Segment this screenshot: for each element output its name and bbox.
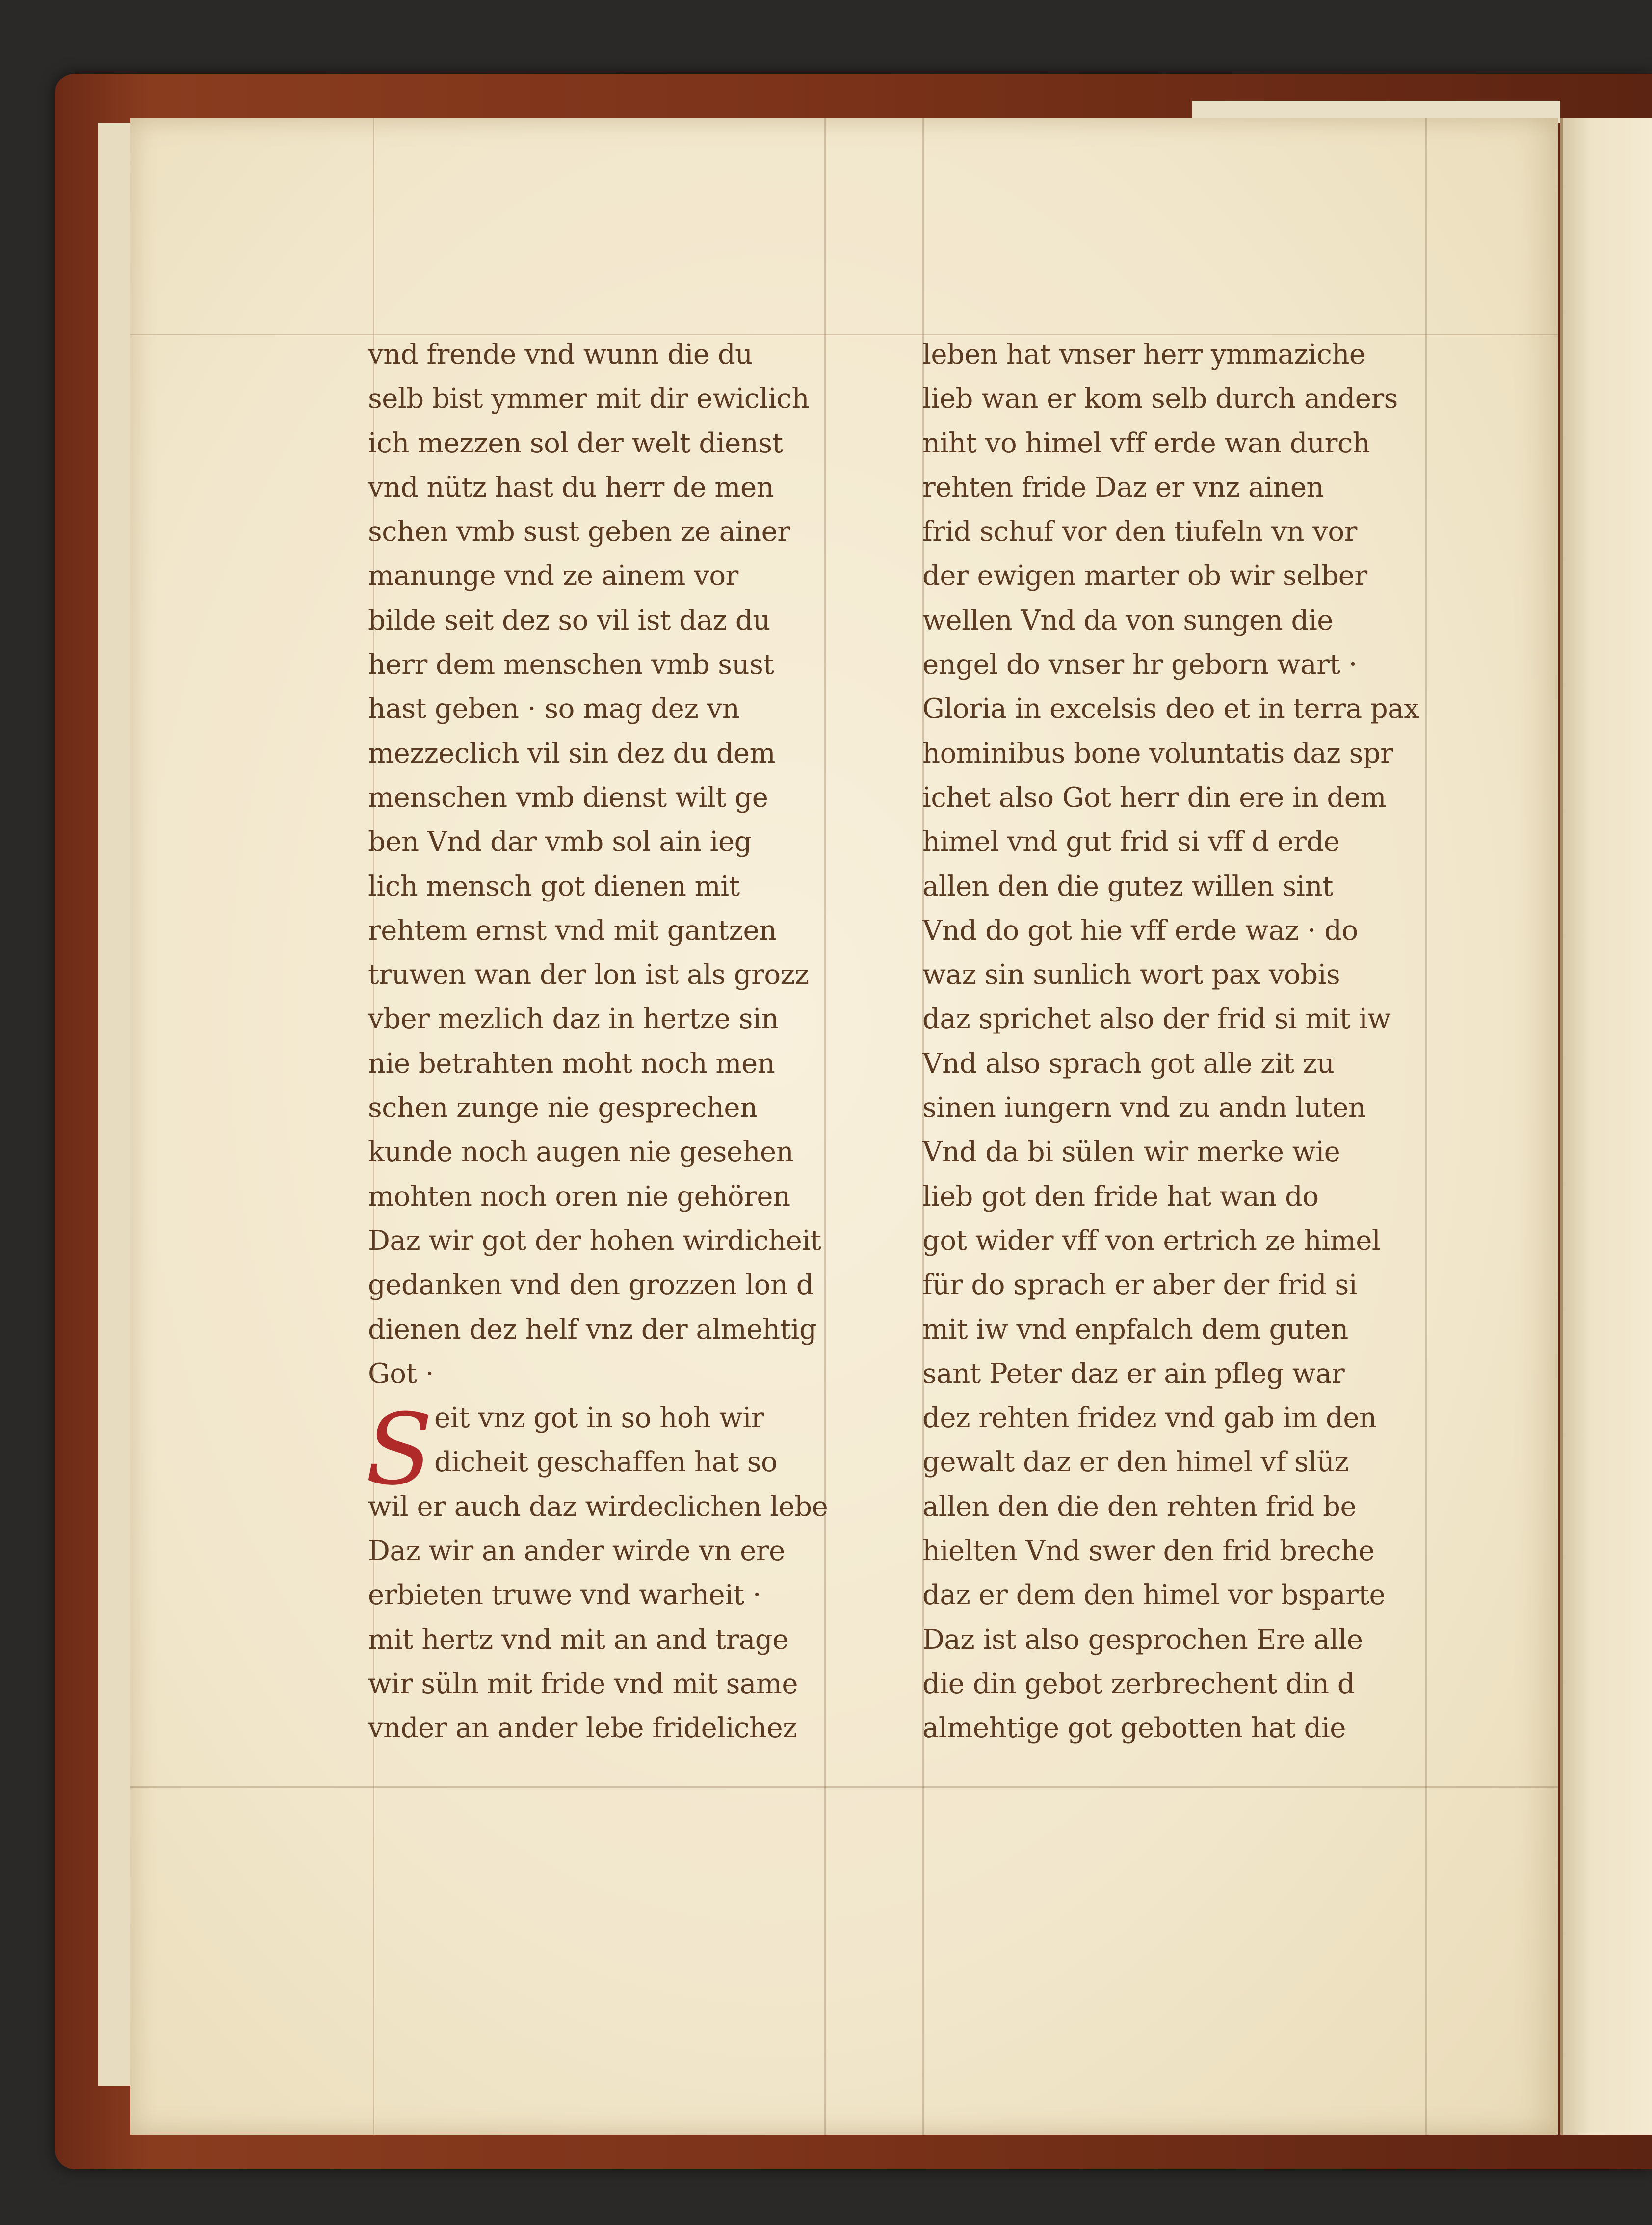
text-line: mohten noch oren nie gehören	[368, 1180, 790, 1213]
text-line: rehtem ernst vnd mit gantzen	[368, 914, 777, 947]
text-line: kunde noch augen nie gesehen	[368, 1136, 794, 1168]
text-line: vber mezlich daz in hertze sin	[368, 1003, 779, 1035]
text-line: almehtige got gebotten hat die	[922, 1712, 1346, 1745]
text-line: rehten fride Daz er vnz ainen	[922, 471, 1324, 503]
text-line: dez rehten fridez vnd gab im den	[922, 1402, 1377, 1434]
text-line: lieb wan er kom selb durch anders	[922, 383, 1398, 415]
text-line: frid schuf vor den tiufeln vn vor	[922, 516, 1357, 548]
text-line: Daz wir got der hohen wirdicheit	[368, 1224, 821, 1257]
text-line: leben hat vnser herr ymmaziche	[922, 339, 1365, 371]
text-line: Vnd also sprach got alle zit zu	[922, 1047, 1335, 1080]
text-line: die din gebot zerbrechent din d	[922, 1668, 1355, 1700]
text-line: vnd frende vnd wunn die du	[368, 339, 753, 371]
text-line: allen den die gutez willen sint	[922, 870, 1334, 902]
text-line: wil er auch daz wirdeclichen lebe	[368, 1490, 828, 1523]
text-line: mit iw vnd enpfalch dem guten	[922, 1313, 1348, 1346]
text-line: vnd nütz hast du herr de men	[368, 471, 774, 503]
text-line: Daz wir an ander wirde vn ere	[368, 1535, 785, 1567]
text-line: gedanken vnd den grozzen lon d	[368, 1269, 814, 1301]
left-text-column	[368, 333, 859, 1751]
text-line: der ewigen marter ob wir selber	[922, 560, 1367, 592]
text-line: schen zunge nie gesprechen	[368, 1092, 758, 1124]
text-line: sinen iungern vnd zu andn luten	[922, 1092, 1366, 1124]
text-line: selb bist ymmer mit dir ewiclich	[368, 383, 810, 415]
text-line: dicheit geschaffen hat so	[434, 1446, 778, 1479]
text-line: herr dem menschen vmb sust	[368, 649, 774, 681]
text-line: allen den die den rehten frid be	[922, 1490, 1357, 1523]
text-line: Daz ist also gesprochen Ere alle	[922, 1623, 1363, 1656]
text-line: hielten Vnd swer den frid breche	[922, 1535, 1375, 1567]
text-line: ich mezzen sol der welt dienst	[368, 427, 783, 459]
text-line: lich mensch got dienen mit	[368, 870, 740, 902]
text-line: vnder an ander lebe fridelichez	[368, 1712, 797, 1745]
text-line: Vnd do got hie vff erde waz · do	[922, 914, 1358, 947]
text-line: mit hertz vnd mit an and trage	[368, 1623, 788, 1656]
text-line: truwen wan der lon ist als grozz	[368, 959, 809, 991]
text-line: Vnd da bi sülen wir merke wie	[922, 1136, 1340, 1168]
facing-page-edge	[1560, 118, 1652, 2135]
text-line: schen vmb sust geben ze ainer	[368, 516, 790, 548]
text-line: Gloria in excelsis deo et in terra pax	[922, 693, 1419, 725]
text-line: ben Vnd dar vmb sol ain ieg	[368, 826, 752, 858]
text-line: Got ·	[368, 1357, 434, 1390]
text-line: bilde seit dez so vil ist daz du	[368, 604, 770, 636]
text-line: nie betrahten moht noch men	[368, 1047, 775, 1080]
text-line: hast geben · so mag dez vn	[368, 693, 740, 725]
ruling-horizontal	[130, 1786, 1558, 1788]
text-line: gewalt daz er den himel vf slüz	[922, 1446, 1349, 1479]
text-line: niht vo himel vff erde wan durch	[922, 427, 1370, 459]
text-line: daz er dem den himel vor bsparte	[922, 1579, 1386, 1612]
text-line: himel vnd gut frid si vff d erde	[922, 826, 1340, 858]
text-line: hominibus bone voluntatis daz spr	[922, 737, 1393, 769]
text-line: für do sprach er aber der frid si	[922, 1269, 1358, 1301]
right-text-column	[922, 333, 1438, 1751]
text-line: waz sin sunlich wort pax vobis	[922, 959, 1340, 991]
text-line: manunge vnd ze ainem vor	[368, 560, 738, 592]
text-line: mezzeclich vil sin dez du dem	[368, 737, 776, 769]
text-line: wellen Vnd da von sungen die	[922, 604, 1333, 636]
text-line: erbieten truwe vnd warheit ·	[368, 1579, 761, 1612]
text-line: lieb got den fride hat wan do	[922, 1180, 1319, 1213]
text-line: sant Peter daz er ain pfleg war	[922, 1357, 1345, 1390]
text-line: daz sprichet also der frid si mit iw	[922, 1003, 1391, 1035]
text-line: wir süln mit fride vnd mit same	[368, 1668, 798, 1700]
text-line: dienen dez helf vnz der almehtig	[368, 1313, 817, 1346]
text-line: engel do vnser hr geborn wart ·	[922, 649, 1357, 681]
rubricated-initial: S	[366, 1393, 433, 1507]
text-line: eit vnz got in so hoh wir	[434, 1402, 764, 1434]
text-line: got wider vff von ertrich ze himel	[922, 1224, 1381, 1257]
text-line: menschen vmb dienst wilt ge	[368, 781, 768, 814]
text-line: ichet also Got herr din ere in dem	[922, 781, 1386, 814]
